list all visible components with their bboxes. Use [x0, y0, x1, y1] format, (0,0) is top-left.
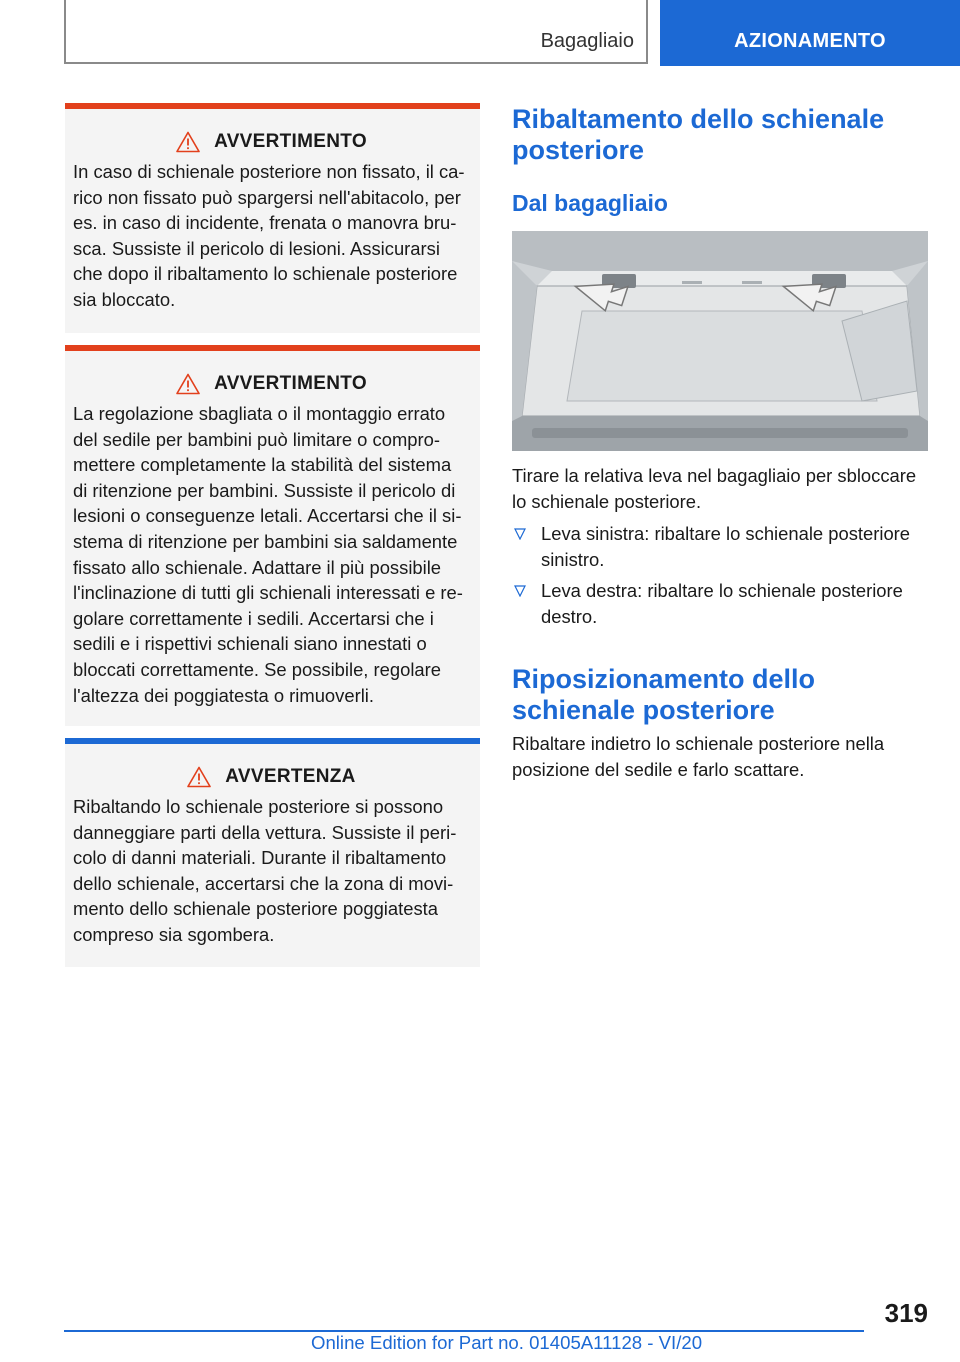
- bullet-left-lever: [512, 521, 928, 572]
- warning-header-2: [73, 373, 470, 395]
- heading-line: schienale posteriore: [512, 695, 775, 725]
- text-line: sedili e i rispettivi schienali siano innestati o: [73, 633, 427, 655]
- text-line: danneggiare parti della vettura. Sussiste il peri-: [73, 821, 457, 843]
- text-line: lesioni o conseguenze letali. Accertarsi che il si-: [73, 505, 462, 527]
- text-line: sca. Sussiste il pericolo di lesioni. Assicurarsi: [73, 237, 440, 259]
- text-line: rico non fissato può spargersi nell'abitacolo, per: [73, 186, 461, 208]
- text-line: compreso sia sgombera.: [73, 923, 275, 945]
- footer-edition-text: Online Edition for Part no. 01405A11128 - VI/20: [311, 1332, 703, 1353]
- header-section-title: Bagagliaio: [540, 30, 634, 52]
- text-line: l'altezza dei poggiatesta o rimuoverli.: [73, 684, 374, 706]
- text-line: l'inclinazione di tutti gli schienali interessati e re-: [73, 582, 463, 604]
- text-line: posizione del sedile e farlo scattare.: [512, 758, 805, 780]
- trunk-photo: [512, 231, 928, 451]
- heading-line: posteriore: [512, 135, 645, 165]
- warning-title-2: AVVERTIMENTO: [214, 373, 367, 394]
- text-line: Leva destra: ribaltare lo schienale posteriore: [541, 580, 903, 601]
- text-line: bloccati correttamente. Se possibile, regolare: [73, 658, 442, 680]
- text-line: golare correttamente i sedili. Accertarsi che i: [73, 607, 434, 629]
- text-line: sia bloccato.: [73, 288, 176, 310]
- subheading-text: Dal bagagliaio: [512, 190, 668, 216]
- warning-triangle-icon: [187, 766, 211, 788]
- warning-box-2: [65, 345, 480, 726]
- heading-line: Riposizionamento dello: [512, 664, 816, 694]
- text-line: mettere completamente la stabilità del sistema: [73, 454, 452, 476]
- caution-header: [73, 766, 470, 788]
- text-line: di ritenzione per bambini. Sussiste il pericolo di: [73, 479, 456, 501]
- text-line: colo di danni materiali. Durante il ribaltamento: [73, 847, 447, 869]
- warning-title-1: AVVERTIMENTO: [214, 131, 367, 152]
- warning-triangle-icon: [176, 131, 200, 153]
- caution-box: [65, 738, 480, 967]
- instruction-paragraph: [512, 463, 928, 514]
- text-line: Leva sinistra: ribaltare lo schienale posteriore: [541, 523, 911, 544]
- warning-text-2: [73, 401, 470, 708]
- text-line: es. in caso di incidente, frenata o manovra bru-: [73, 212, 457, 234]
- text-line: stema di ritenzione per bambini sia saldamente: [73, 530, 458, 552]
- text-line: sinistro.: [541, 548, 605, 570]
- text-line: In caso di schienale posteriore non fissato, il ca-: [73, 161, 465, 182]
- text-line: dello schienale, accertarsi che la zona di movi-: [73, 872, 454, 894]
- heading-line: Ribaltamento dello schienale: [512, 104, 885, 134]
- caution-title: AVVERTENZA: [225, 766, 356, 787]
- warning-header-1: [73, 131, 470, 153]
- bullet-right-lever: [512, 578, 928, 629]
- text-line: Ribaltare indietro lo schienale posteriore nella: [512, 733, 885, 754]
- trunk-illustration: [512, 231, 928, 451]
- header-chapter-title: AZIONAMENTO: [734, 30, 886, 52]
- text-line: La regolazione sbagliata o il montaggio errato: [73, 403, 446, 424]
- list-item: [512, 521, 928, 572]
- warning-box-1: [65, 103, 480, 333]
- text-line: lo schienale posteriore.: [512, 490, 702, 512]
- section-heading: [512, 104, 928, 166]
- text-line: Ribaltando lo schienale posteriore si possono: [73, 796, 444, 817]
- bullet-triangle-icon: [514, 528, 526, 540]
- subsection-heading: [512, 189, 928, 217]
- warning-text-1: [73, 159, 470, 313]
- list-item: [512, 578, 928, 629]
- reposition-paragraph: [512, 731, 928, 782]
- text-line: destro.: [541, 605, 598, 627]
- bullet-triangle-icon: [514, 585, 526, 597]
- section-heading-2: [512, 664, 928, 726]
- header-chapter-tab[interactable]: [660, 0, 960, 66]
- header-section-box: [64, 0, 648, 64]
- text-line: Tirare la relativa leva nel bagagliaio per sbloccare: [512, 465, 917, 486]
- text-line: del sedile per bambini può limitare o compro-: [73, 428, 440, 450]
- caution-text: [73, 794, 470, 948]
- page-number: 319: [884, 1298, 928, 1328]
- text-line: fissato allo schienale. Adattare il più possibile: [73, 556, 442, 578]
- text-line: che dopo il ribaltamento lo schienale posteriore: [73, 263, 458, 285]
- text-line: mento dello schienale posteriore poggiatesta: [73, 898, 438, 920]
- warning-triangle-icon: [176, 373, 200, 395]
